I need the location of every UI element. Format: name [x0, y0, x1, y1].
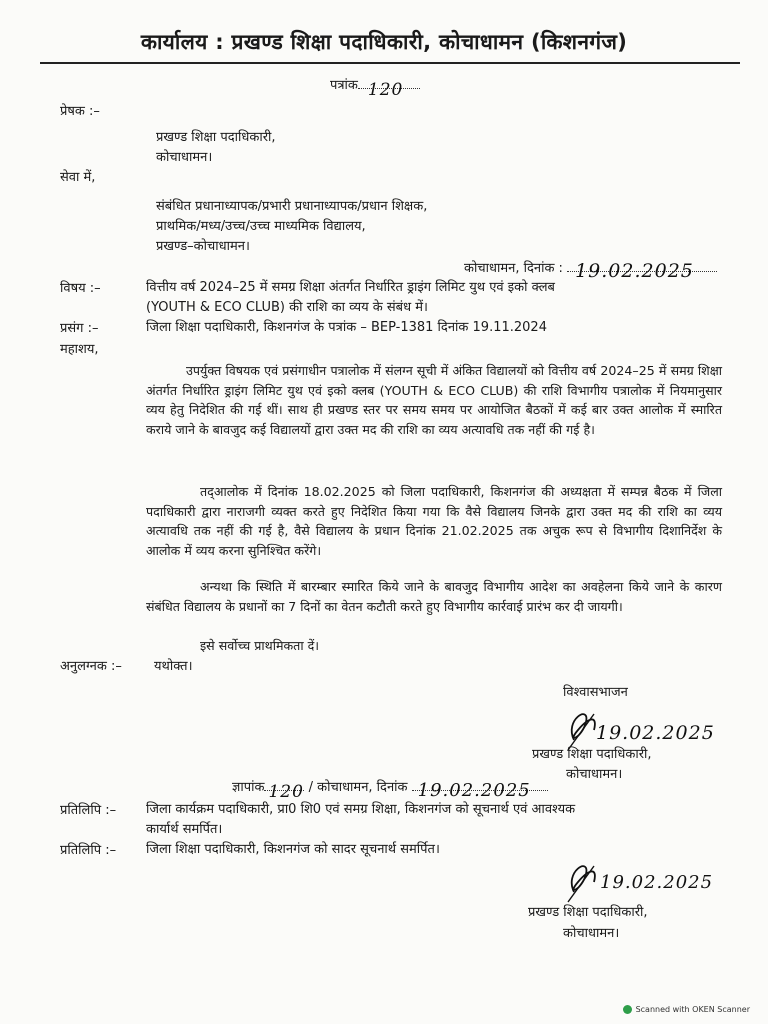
date-value: 19.02.2025	[575, 260, 694, 282]
sender-line-1: प्रखण्ड शिक्षा पदाधिकारी,	[156, 130, 276, 145]
copy-2-line-1: जिला शिक्षा पदाधिकारी, किशनगंज को सादर सूचनार्थ समर्पित।	[146, 842, 440, 857]
recipient-block	[156, 197, 427, 257]
enclosure-label: अनुलग्नक :–	[60, 659, 122, 674]
paragraph-4: इसे सर्वोच्च प्राथमिकता दें।	[200, 638, 320, 653]
memo-row	[232, 778, 548, 802]
signature-2-date: 19.02.2025	[600, 872, 714, 893]
letter-number-value: 120	[367, 80, 404, 100]
subject-line-1: वित्तीय वर्ष 2024–25 में समग्र शिक्षा अंतर्गत निर्धारित ड्राइंग लिमिट युथ एवं इको क्लब	[146, 280, 555, 295]
recipient-line-2: प्राथमिक/मध्य/उच्च/उच्च माध्यमिक विद्यालय,	[156, 219, 366, 234]
scanner-note: Scanned with OKEN Scanner	[635, 1005, 750, 1014]
salutation: महाशय,	[60, 342, 99, 357]
date-place-label: कोचाधामन, दिनांक :	[464, 261, 563, 276]
closing2-designation-2: कोचाधामन।	[563, 926, 620, 941]
subject-line-2: (YOUTH & ECO CLUB) की राशि का व्यय के संबंध में।	[146, 300, 428, 315]
memo-number: 120	[268, 782, 304, 802]
subject-block	[146, 278, 726, 318]
memo-label: ज्ञापांक	[232, 780, 265, 795]
reference-label: प्रसंग :–	[60, 321, 99, 336]
copy-1-label: प्रतिलिपि :–	[60, 803, 117, 818]
reference-text: जिला शिक्षा पदाधिकारी, किशनगंज के पत्रांक – BEP-1381 दिनांक 19.11.2024	[146, 320, 547, 335]
recipient-label: सेवा में,	[60, 170, 96, 185]
closing-designation-1: प्रखण्ड शिक्षा पदाधिकारी,	[532, 747, 652, 762]
subject-label: विषय :–	[60, 281, 101, 296]
letter-number-label: पत्रांक	[330, 78, 358, 93]
paragraph-3: अन्यथा कि स्थिति में बारम्बार स्मारित किये जाने के बावजुद विभागीय आदेश का अवहेलना किये जाने के कारण संबंधित विद्यालय के प्रधानों का 7 दिनों का वेतन कटौती करते हुए विभागीय कार्रवाई प्रारंभ कर दी जायगी।	[146, 579, 722, 614]
copy-1-block	[146, 800, 726, 840]
office-header: कार्यालय : प्रखण्ड शिक्षा पदाधिकारी, कोचाधामन (किशनगंज)	[140, 30, 628, 54]
recipient-line-3: प्रखण्ड–कोचाधामन।	[156, 239, 250, 254]
copy-2-label: प्रतिलिपि :–	[60, 843, 117, 858]
sender-label: प्रेषक :–	[60, 104, 100, 119]
paragraph-2: तद्आलोक में दिनांक 18.02.2025 को जिला पदाधिकारी, किशनगंज की अध्यक्षता में सम्पन्न बैठक में जिला पदाधिकारी द्वारा नाराजगी व्यक्त करते हुए निदेशित किया गया कि वैसे विद्यालय जिनके द्वारा उक्त मद की राशि का व्यय अत्यावधि तक नहीं की गई है, वैसे विद्यालय के प्रधान दिनांक 21.02.2025 तक अचुक रूप से विभागीय दिशानिर्देश के आलोक में व्यय करना सुनिश्चित करेंगे।	[146, 484, 722, 558]
memo-place-label: / कोचाधामन, दिनांक	[308, 780, 408, 795]
copy-1-line-1: जिला कार्यक्रम पदाधिकारी, प्रा0 शि0 एवं समग्र शिक्षा, किशनगंज को सूचनार्थ एवं आवश्यक	[146, 802, 576, 817]
copy-1-line-2: कार्यार्थ समर्पित।	[146, 822, 223, 837]
sender-line-2: कोचाधामन।	[156, 150, 213, 165]
closing2-designation-1: प्रखण्ड शिक्षा पदाधिकारी,	[528, 905, 648, 920]
enclosure-text: यथोक्त।	[154, 659, 193, 674]
letter-number-row	[330, 76, 420, 100]
paragraph-1: उपर्युक्त विषयक एवं प्रसंगाधीन पत्रालोक में संलग्न सूची में अंकित विद्यालयों को वित्तीय वर्ष 2024–25 में समग्र शिक्षा अंतर्गत निर्धारित ड्राइंग लिमिट युथ एवं इको क्लब (YOUTH & ECO CLUB) की राशि विभागीय पत्रालोक में नियमानुसार व्यय हेतु निदेशित की गई थीं। साथ ही प्रखण्ड स्तर पर समय समय पर आयोजित बैठकों में कई बार उक्त आलोक में स्मारित कराये जाने के बावजुद कई विद्यालयों द्वारा उक्त मद की राशि का व्यय अत्यावधि तक नहीं की गई है।	[146, 363, 722, 437]
header-underline	[40, 62, 740, 64]
memo-date: 19.02.2025	[417, 780, 531, 801]
scanner-watermark	[623, 1005, 750, 1014]
sender-block	[156, 128, 276, 168]
scanner-logo-icon	[623, 1005, 632, 1014]
recipient-line-1: संबंधित प्रधानाध्यापक/प्रभारी प्रधानाध्यापक/प्रधान शिक्षक,	[156, 199, 428, 214]
date-row	[464, 259, 717, 282]
signature-1-date: 19.02.2025	[596, 722, 715, 744]
closing-designation-2: कोचाधामन।	[566, 767, 623, 782]
yours-faithfully: विश्वासभाजन	[563, 685, 628, 700]
